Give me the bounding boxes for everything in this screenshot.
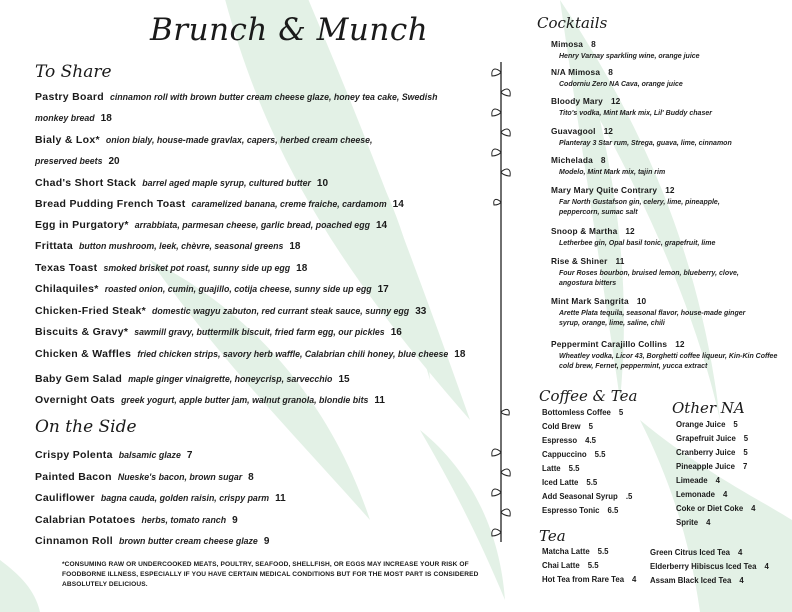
drink-item — [542, 464, 579, 473]
item-desc: greek yogurt, apple butter jam, walnut granola, blondie bits — [121, 395, 369, 405]
drink-price: 5 — [743, 448, 748, 457]
item-price: 8 — [248, 472, 254, 483]
drink-item — [650, 576, 744, 585]
menu-item-continued — [35, 112, 465, 125]
drink-item — [676, 434, 748, 443]
drink-name: Lemonade — [676, 490, 715, 499]
other-na-heading: Other NA — [672, 399, 745, 417]
drink-item — [676, 420, 738, 429]
cocktail-name: Michelada — [551, 155, 593, 165]
item-desc: arrabbiata, parmesan cheese, garlic bread, poached egg — [134, 220, 370, 230]
drink-price: 5.5 — [594, 450, 606, 459]
cocktail-desc: Modelo, Mint Mark mix, tajin rim — [559, 169, 666, 176]
item-price: 17 — [377, 284, 389, 295]
drink-price: 4 — [715, 476, 720, 485]
cocktail-name: Snoop & Martha — [551, 226, 618, 236]
drink-name: Orange Juice — [676, 420, 726, 429]
drink-price: 4 — [632, 575, 637, 584]
item-price: 11 — [275, 493, 286, 504]
tea-heading: Tea — [539, 527, 566, 545]
cocktail-name: Mint Mark Sangrita — [551, 296, 629, 306]
drink-price: 4 — [723, 490, 728, 499]
drink-price: 4 — [764, 562, 769, 571]
item-price: 14 — [375, 220, 388, 231]
menu-item — [35, 240, 465, 253]
item-desc: button mushroom, leek, chèvre, seasonal greens — [79, 241, 284, 251]
cocktail-item — [551, 291, 786, 329]
on-the-side-heading: On the Side — [35, 417, 137, 437]
drink-price: 5.5 — [586, 478, 598, 487]
item-name: Overnight Oats — [35, 394, 116, 406]
item-price: 18 — [454, 349, 466, 360]
drink-price: 6.5 — [607, 506, 619, 515]
item-price: 18 — [289, 241, 301, 252]
drink-price: 4 — [751, 504, 756, 513]
item-price: 10 — [316, 178, 329, 189]
item-desc-cont: monkey bread — [35, 113, 95, 123]
menu-item — [35, 219, 465, 232]
item-desc: Nueske's bacon, brown sugar — [117, 472, 243, 482]
menu-item — [35, 394, 465, 407]
cocktail-name: Bloody Mary — [551, 96, 603, 106]
item-desc: smoked brisket pot roast, sunny side up egg — [103, 263, 291, 273]
drink-price: .5 — [625, 492, 633, 501]
cocktail-price: 8 — [600, 155, 606, 165]
item-price: 9 — [232, 515, 238, 526]
drink-name: Coke or Diet Coke — [676, 504, 744, 513]
item-price: 33 — [415, 306, 427, 317]
drink-name: Sprite — [676, 518, 699, 527]
drink-item — [542, 506, 618, 515]
cocktail-name: Mary Mary Quite Contrary — [551, 185, 658, 195]
item-name: Baby Gem Salad — [35, 373, 123, 385]
menu-item — [35, 373, 465, 386]
item-desc: barrel aged maple syrup, cultured butter — [142, 178, 311, 188]
menu-item — [35, 134, 465, 147]
item-name: Calabrian Potatoes — [35, 514, 136, 526]
drink-name: Add Seasonal Syrup — [542, 492, 618, 501]
drink-item — [542, 408, 623, 417]
cocktail-item — [551, 221, 786, 249]
item-desc: herbs, tomato ranch — [141, 515, 227, 525]
drink-price: 5.5 — [587, 561, 599, 570]
item-desc: maple ginger vinaigrette, honeycrisp, sarvecchio — [128, 374, 333, 384]
item-name: Crispy Polenta — [35, 449, 113, 461]
item-desc: caramelized banana, creme fraiche, cardamom — [191, 199, 387, 209]
cocktail-desc: Four Roses bourbon, bruised lemon, blueberry, clove, angostura bitters — [559, 270, 739, 287]
vine-divider — [486, 62, 516, 552]
cocktail-price: 12 — [603, 126, 613, 136]
cocktail-item — [551, 334, 786, 372]
item-price: 16 — [390, 327, 402, 338]
item-name: Chicken & Waffles — [35, 348, 132, 360]
menu-item — [35, 348, 465, 361]
drink-price: 4 — [706, 518, 711, 527]
menu-item — [35, 492, 465, 505]
item-name: Chad's Short Stack — [35, 177, 137, 189]
item-desc: fried chicken strips, savory herb waffle, Calabrian chili honey, blue cheese — [137, 349, 449, 359]
cocktail-name: Mimosa — [551, 39, 584, 49]
drink-price: 5.5 — [568, 464, 580, 473]
item-price: 15 — [338, 374, 350, 385]
drink-name: Espresso — [542, 436, 578, 445]
drink-price: 5 — [618, 408, 624, 417]
cocktail-price: 12 — [665, 185, 675, 195]
item-name: Biscuits & Gravy* — [35, 326, 129, 338]
drink-name: Cranberry Juice — [676, 448, 736, 457]
menu-item — [35, 198, 465, 211]
item-desc: brown butter cream cheese glaze — [118, 536, 258, 546]
cocktail-price: 8 — [591, 39, 596, 49]
drink-item — [542, 450, 605, 459]
drink-name: Cold Brew — [542, 422, 581, 431]
drink-item — [542, 561, 599, 570]
drink-name: Elderberry Hibiscus Iced Tea — [650, 562, 757, 571]
item-name: Pastry Board — [35, 91, 104, 103]
drink-price: 4 — [738, 548, 743, 557]
cocktail-item — [551, 150, 786, 178]
cocktail-name: Guavagool — [551, 126, 596, 136]
item-name: Bread Pudding French Toast — [35, 198, 186, 210]
cocktail-desc: Wheatley vodka, Licor 43, Borghetti coffee liqueur, Kin-Kin Coffee cold brew, Fernet, peppermint, yucca extract — [559, 353, 778, 370]
drink-name: Assam Black Iced Tea — [650, 576, 732, 585]
item-desc: domestic wagyu zabuton, red currant steak sauce, sunny egg — [152, 306, 410, 316]
cocktail-item — [551, 180, 786, 218]
item-desc: cinnamon roll with brown butter cream cheese glaze, honey tea cake, Swedish — [109, 92, 438, 102]
drink-name: Matcha Latte — [542, 547, 590, 556]
drink-item — [676, 504, 756, 513]
drink-name: Bottomless Coffee — [542, 408, 611, 417]
cocktail-item — [551, 62, 786, 90]
item-name: Chicken-Fried Steak* — [35, 305, 147, 317]
drink-name: Cappuccino — [542, 450, 587, 459]
item-name: Chilaquiles* — [35, 283, 99, 295]
cocktail-item — [551, 34, 786, 62]
item-name: Egg in Purgatory* — [35, 219, 129, 231]
drink-item — [676, 490, 727, 499]
cocktail-item — [551, 91, 786, 119]
cocktail-desc: Tito's vodka, Mint Mark mix, Lil' Buddy chaser — [559, 110, 712, 117]
item-name: Bialy & Lox* — [35, 134, 100, 146]
item-desc: bagna cauda, golden raisin, crispy parm — [100, 493, 270, 503]
drink-item — [676, 518, 710, 527]
cocktail-price: 11 — [615, 256, 625, 266]
cocktail-desc: Arette Plata tequila, seasonal flavor, house-made ginger syrup, orange, lime, saline, chili — [559, 310, 746, 327]
coffee-tea-heading: Coffee & Tea — [539, 387, 638, 405]
drink-name: Chai Latte — [542, 561, 580, 570]
item-price: 14 — [392, 199, 404, 210]
drink-name: Grapefruit Juice — [676, 434, 736, 443]
drink-item — [542, 547, 609, 556]
item-desc: balsamic glaze — [118, 450, 181, 460]
drink-name: Green Citrus Iced Tea — [650, 548, 731, 557]
drink-name: Pineapple Juice — [676, 462, 735, 471]
menu-item — [35, 305, 465, 318]
item-price: 9 — [263, 536, 270, 547]
drink-item — [542, 422, 593, 431]
cocktail-item — [551, 121, 786, 149]
drink-item — [650, 562, 769, 571]
to-share-heading: To Share — [35, 62, 112, 82]
menu-item — [35, 471, 465, 484]
menu-item — [35, 514, 465, 527]
item-name: Frittata — [35, 240, 73, 252]
item-price: 18 — [296, 263, 308, 274]
drink-price: 5 — [743, 434, 749, 443]
cocktail-desc: Far North Gustafson gin, celery, lime, pineapple, peppercorn, sumac salt — [559, 199, 720, 216]
cocktail-price: 10 — [636, 296, 647, 306]
drink-item — [650, 548, 742, 557]
drink-name: Latte — [542, 464, 561, 473]
drink-name: Espresso Tonic — [542, 506, 600, 515]
cocktail-name: Rise & Shiner — [551, 256, 608, 266]
cocktail-price: 12 — [675, 339, 685, 349]
drink-item — [676, 462, 747, 471]
drink-price: 4.5 — [585, 436, 596, 445]
cocktail-price: 12 — [625, 226, 635, 236]
menu-item — [35, 177, 465, 190]
drink-item — [676, 476, 720, 485]
menu-item — [35, 326, 465, 339]
drink-item — [542, 492, 632, 501]
item-desc: onion bialy, house-made gravlax, capers, herbed cream cheese, — [105, 135, 373, 145]
item-desc-cont: preserved beets — [35, 156, 103, 166]
item-price: 7 — [186, 450, 193, 461]
item-name: Texas Toast — [35, 262, 98, 274]
menu-item-continued — [35, 155, 465, 168]
drink-price: 4 — [739, 576, 744, 585]
cocktail-item — [551, 251, 786, 289]
item-desc: sawmill gravy, buttermilk biscuit, fried farm egg, our pickles — [134, 327, 385, 337]
item-price: 20 — [108, 156, 120, 167]
cocktail-price: 12 — [611, 96, 621, 106]
cocktail-desc: Planteray 3 Star rum, Strega, guava, lime, cinnamon — [559, 140, 732, 147]
drink-item — [542, 575, 636, 584]
drink-name: Hot Tea from Rare Tea — [542, 575, 625, 584]
menu-item — [35, 262, 465, 275]
drink-item — [542, 478, 597, 487]
cocktails-heading: Cocktails — [537, 14, 608, 32]
drink-price: 5 — [733, 420, 738, 429]
drink-price: 5 — [588, 422, 593, 431]
cocktail-desc: Letherbee gin, Opal basil tonic, grapefruit, lime — [559, 240, 716, 247]
cocktail-name: N/A Mimosa — [551, 67, 601, 77]
drink-price: 5.5 — [597, 547, 609, 556]
item-name: Painted Bacon — [35, 471, 112, 483]
raw-food-disclaimer: *CONSUMING RAW OR UNDERCOOKED MEATS, POULTRY, SEAFOOD, SHELLFISH, OR EGGS MAY INCREASE YOUR RISK OF FOODBORNE ILLNESS, ESPECIALLY IF YOU HAVE CERTAIN MEDICAL CONDITIONS BUT FOR THE MOST PART IS CONSIDERED ABSOLUTELY DELICIOUS. — [62, 561, 479, 588]
cocktail-name: Peppermint Carajillo Collins — [551, 339, 668, 349]
cocktail-desc: Codorniu Zero NA Cava, orange juice — [559, 81, 683, 88]
drink-name: Limeade — [676, 476, 708, 485]
menu-item — [35, 449, 465, 462]
drink-item — [676, 448, 748, 457]
item-desc: roasted onion, cumin, guajillo, cotija cheese, sunny side up egg — [104, 284, 372, 294]
cocktail-desc: Henry Varnay sparkling wine, orange juice — [559, 53, 700, 60]
menu-item — [35, 91, 465, 104]
menu-title: Brunch & Munch — [150, 12, 429, 48]
item-name: Cinnamon Roll — [35, 535, 113, 547]
menu-item — [35, 283, 465, 296]
drink-item — [542, 436, 596, 445]
menu-item — [35, 535, 465, 548]
drink-name: Iced Latte — [542, 478, 579, 487]
drink-price: 7 — [742, 462, 748, 471]
item-name: Cauliflower — [35, 492, 95, 504]
cocktail-price: 8 — [608, 67, 613, 77]
item-price: 11 — [374, 395, 385, 406]
item-price: 18 — [100, 113, 112, 124]
